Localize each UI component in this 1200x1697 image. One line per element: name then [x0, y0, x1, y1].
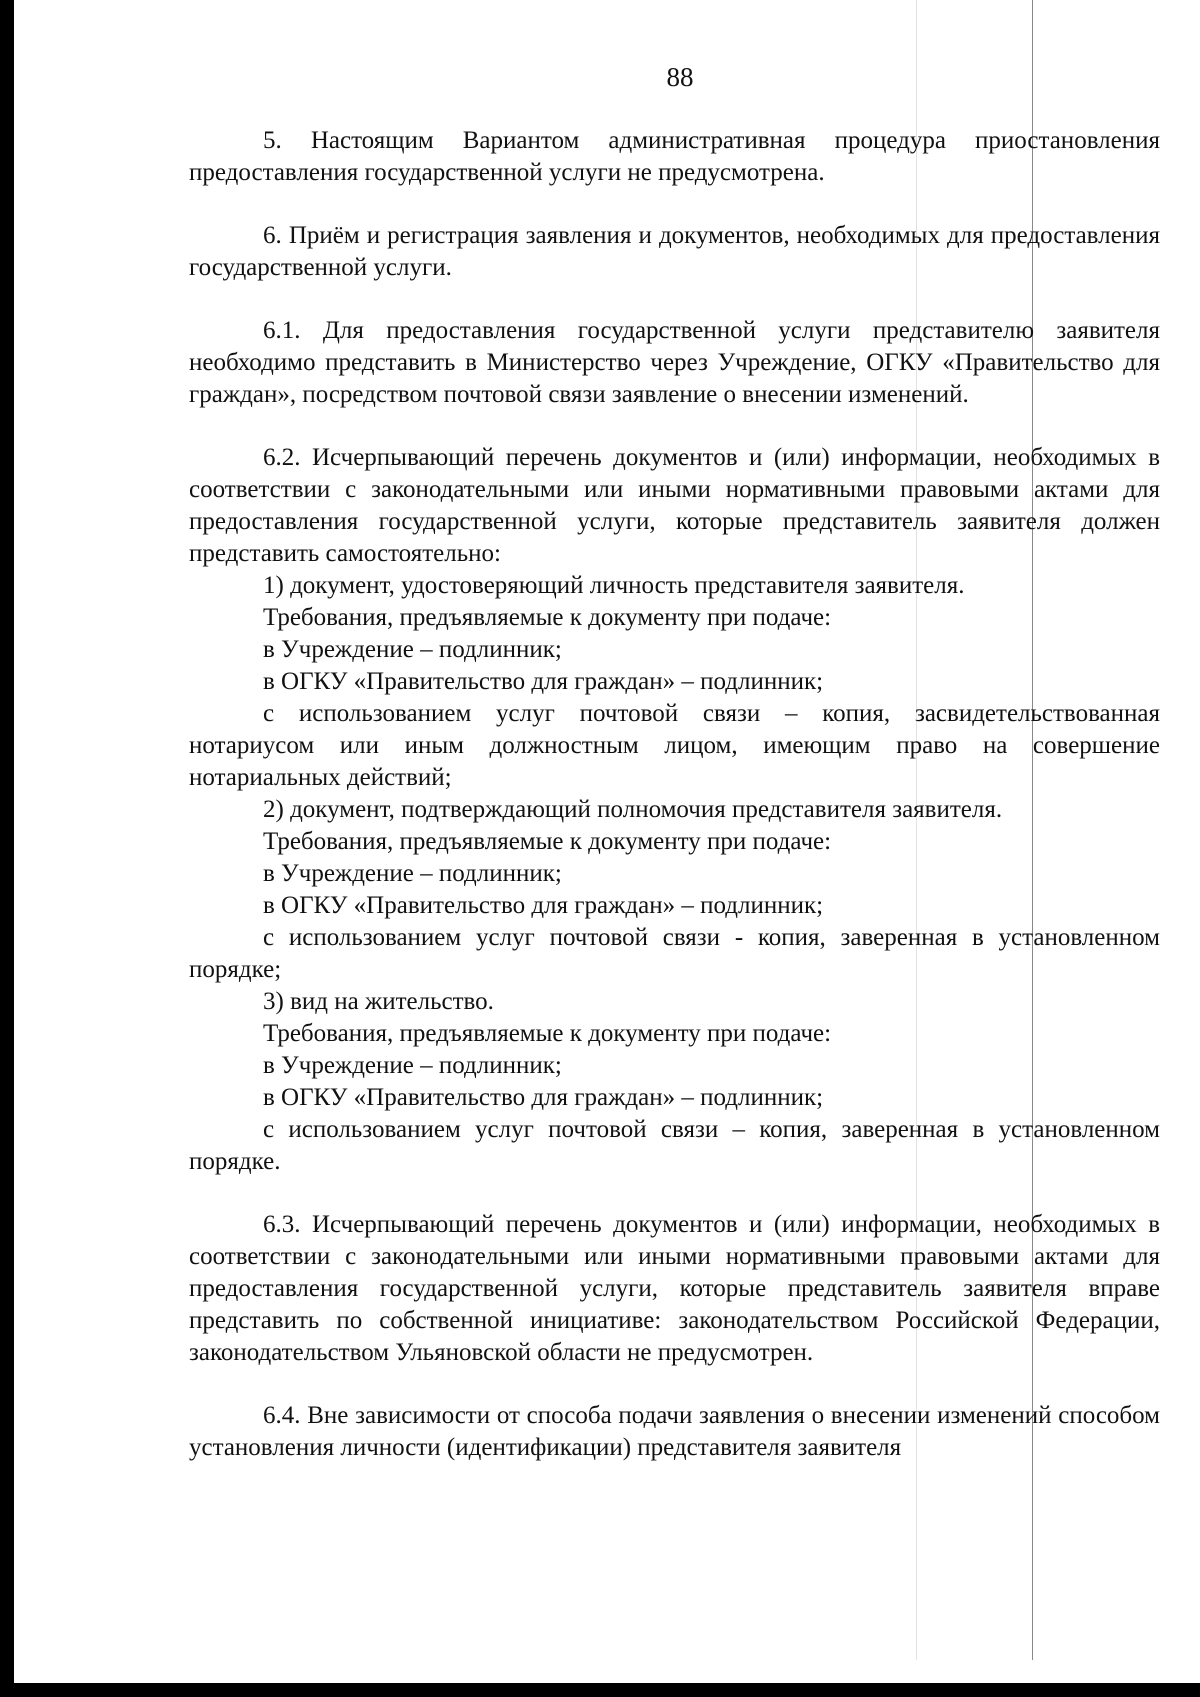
- list-item-institution: в Учреждение – подлинник;: [263, 1052, 562, 1079]
- paragraph-5: 5. Настоящим Вариантом административная процедура приостановления предоставления государственной услуги не предусмотрена.: [189, 127, 1160, 186]
- paragraph-6-2: 6.2. Исчерпывающий перечень документов и (или) информации, необходимых в соответствии с законодательными или иными нормативными правовыми актами для предоставления государственной услуги, которые представитель заявителя должен представить самостоятельно:: [189, 444, 1160, 567]
- paragraph-6-4: 6.4. Вне зависимости от способа подачи заявления о внесении изменений способом установления личности (идентификации) представителя заявителя: [189, 1402, 1160, 1461]
- list-item-2: 2) документ, подтверждающий полномочия представителя заявителя.: [263, 796, 1003, 823]
- list-item-postal: с использованием услуг почтовой связи - копия, заверенная в установленном порядке;: [189, 924, 1160, 983]
- document-body: [189, 125, 1160, 1464]
- list-item-3: 3) вид на жительство.: [263, 988, 494, 1015]
- scan-bottom-edge: [0, 1683, 1200, 1697]
- list-item-requirements: Требования, предъявляемые к документу при подаче:: [263, 828, 832, 855]
- paragraph-6-3: 6.3. Исчерпывающий перечень документов и (или) информации, необходимых в соответствии с законодательными или иными нормативными правовыми актами для предоставления государственной услуги, которые представитель заявителя вправе представить по собственной инициативе: законодательством Российской Федерации, законодательством Ульяновской области не предусмотрен.: [189, 1211, 1160, 1366]
- list-item-ogku: в ОГКУ «Правительство для граждан» – подлинник;: [263, 892, 824, 919]
- page-number: 88: [666, 62, 694, 92]
- scan-left-edge: [0, 0, 14, 1697]
- list-item-institution: в Учреждение – подлинник;: [263, 636, 562, 663]
- list-item-1: 1) документ, удостоверяющий личность представителя заявителя.: [263, 572, 965, 599]
- list-item-postal: с использованием услуг почтовой связи – копия, заверенная в установленном порядке.: [189, 1116, 1160, 1175]
- list-item-ogku: в ОГКУ «Правительство для граждан» – подлинник;: [263, 1084, 824, 1111]
- paragraph-6: 6. Приём и регистрация заявления и документов, необходимых для предоставления государственной услуги.: [189, 222, 1160, 281]
- paragraph-6-1: 6.1. Для предоставления государственной услуги представителю заявителя необходимо представить в Министерство через Учреждение, ОГКУ «Правительство для граждан», посредством почтовой связи заявление о внесении изменений.: [189, 317, 1160, 408]
- list-item-postal: с использованием услуг почтовой связи – копия, засвидетельствованная нотариусом или иным должностным лицом, имеющим право на совершение нотариальных действий;: [189, 700, 1160, 791]
- list-item-requirements: Требования, предъявляемые к документу при подаче:: [263, 1020, 832, 1047]
- list-item-ogku: в ОГКУ «Правительство для граждан» – подлинник;: [263, 668, 824, 695]
- list-item-institution: в Учреждение – подлинник;: [263, 860, 562, 887]
- list-item-requirements: Требования, предъявляемые к документу при подаче:: [263, 604, 832, 631]
